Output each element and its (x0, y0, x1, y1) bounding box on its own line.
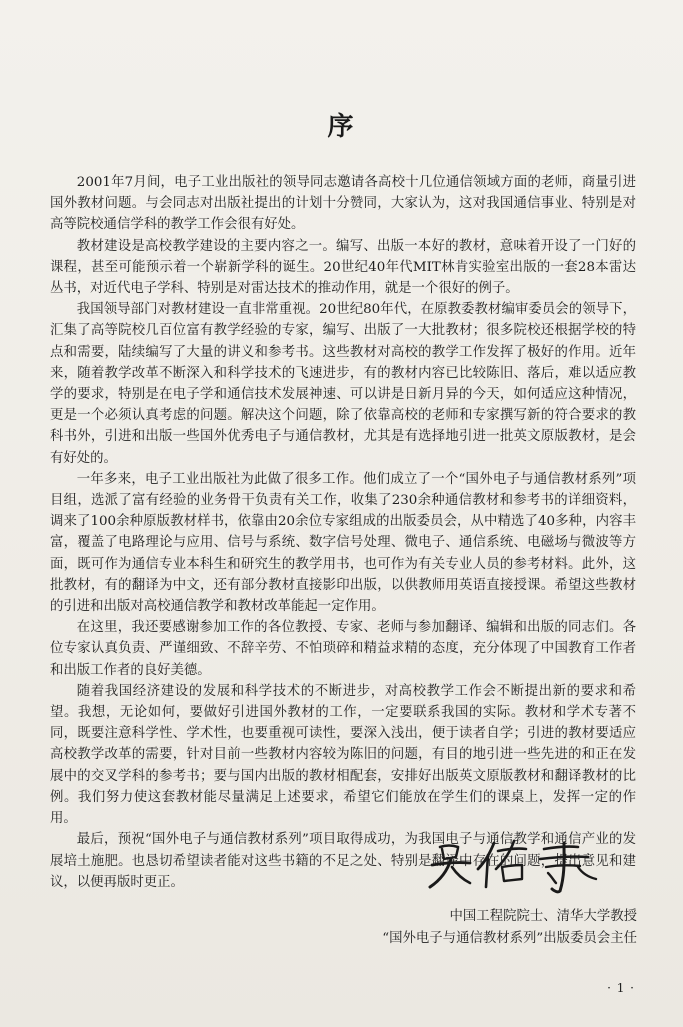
paragraph-3: 我国领导部门对教材建设一直非常重视。20世纪80年代，在原教委教材编审委员会的领导下，汇集了高等院校几百位富有教学经验的专家，编写、出版了一大批教材；很多院校还根据学校的特点和需要，陆续编写了大量的讲义和参考书。这些教材对高校的教学工作发挥了极好的作用。近年来，随着教学改革不断深入和科学技术的飞速进步，有的教材内容已比较陈旧、落后，难以适应教学的要求，特别是在电子学和通信技术发展神速、可以讲是日新月异的今天，如何适应这种情况，更是一个必须认真考虑的问题。解决这个问题，除了依靠高校的老师和专家撰写新的符合要求的教科书外，引进和出版一些国外优秀电子与通信教材，尤其是有选择地引进一批英文原版教材，是会有好处的。 (50, 302, 636, 466)
paragraph-7: 最后，预祝“国外电子与通信教材系列”项目取得成功，为我国电子与通信教学和通信产业的发展培土施肥。也恳切希望读者能对这些书籍的不足之处、特别是翻译中存在的问题，提出意见和建议，以便再版时更正。 (50, 832, 636, 890)
signature-block (382, 906, 637, 949)
handwritten-signature (418, 835, 608, 895)
paragraph-4: 一年多来，电子工业出版社为此做了很多工作。他们成立了一个“国外电子与通信教材系列”项目组，选派了富有经验的业务骨干负责有关工作，收集了230余种通信教材和参考书的详细资料，调来了100余种原版教材样书，依靠由20余位专家组成的出版委员会，从中精选了40多种，内容丰富，覆盖了电路理论与应用、信号与系统、数字信号处理、微电子、通信系统、电磁场与微波等方面，既可作为通信专业本科生和研究生的教学用书，也可作为有关专业人员的参考材料。此外，这批教材，有的翻译为中文，还有部分教材直接影印出版，以供教师用英语直接授课。希望这些教材的引进和出版对高校通信教学和教材改革能起一定作用。 (50, 471, 636, 615)
author-position: “国外电子与通信教材系列”出版委员会主任 (382, 930, 637, 946)
page-number: · 1 · (607, 981, 635, 995)
paragraph-6: 随着我国经济建设的发展和科学技术的不断进步，对高校教学工作会不断提出新的要求和希望。我想，无论如何，要做好引进国外教材的工作，一定要联系我国的实际。教材和学术专著不同，既要注意科学性、学术性，也要重视可读性，要深入浅出，便于读者自学；引进的教材要适应高校教学改革的需要，针对目前一些教材内容较为陈旧的问题，有目的地引进一些先进的和正在发展中的交叉学科的参考书；要与国内出版的教材相配套，安排好出版英文原版教材和翻译教材的比例。我们努力使这套教材能尽量满足上述要求，希望它们能放在学生们的课桌上，发挥一定的作用。 (50, 683, 636, 827)
page-title: 序 (327, 112, 356, 142)
paragraph-1: 2001年7月间，电子工业出版社的领导同志邀请各高校十几位通信领域方面的老师，商量引进国外教材问题。与会同志对出版社提出的计划十分赞同，大家认为，这对我国通信事业、特别是对高等院校通信学科的教学工作会很有好处。 (50, 175, 636, 233)
preface-body (50, 172, 636, 893)
author-title: 中国工程院院士、清华大学教授 (449, 909, 637, 924)
paragraph-5: 在这里，我还要感谢参加工作的各位教授、专家、老师与参加翻译、编辑和出版的同志们。各位专家认真负责、严谨细致、不辞辛劳、不怕琐碎和精益求精的态度，充分体现了中国教育工作者和出版工作者的良好美德。 (50, 620, 636, 678)
paragraph-2: 教材建设是高校教学建设的主要内容之一。编写、出版一本好的教材，意味着开设了一门好的课程，甚至可能预示着一个崭新学科的诞生。20世纪40年代MIT林肯实验室出版的一套28本雷达丛书，对近代电子学科、特别是对雷达技术的推动作用，就是一个很好的例子。 (50, 238, 636, 297)
